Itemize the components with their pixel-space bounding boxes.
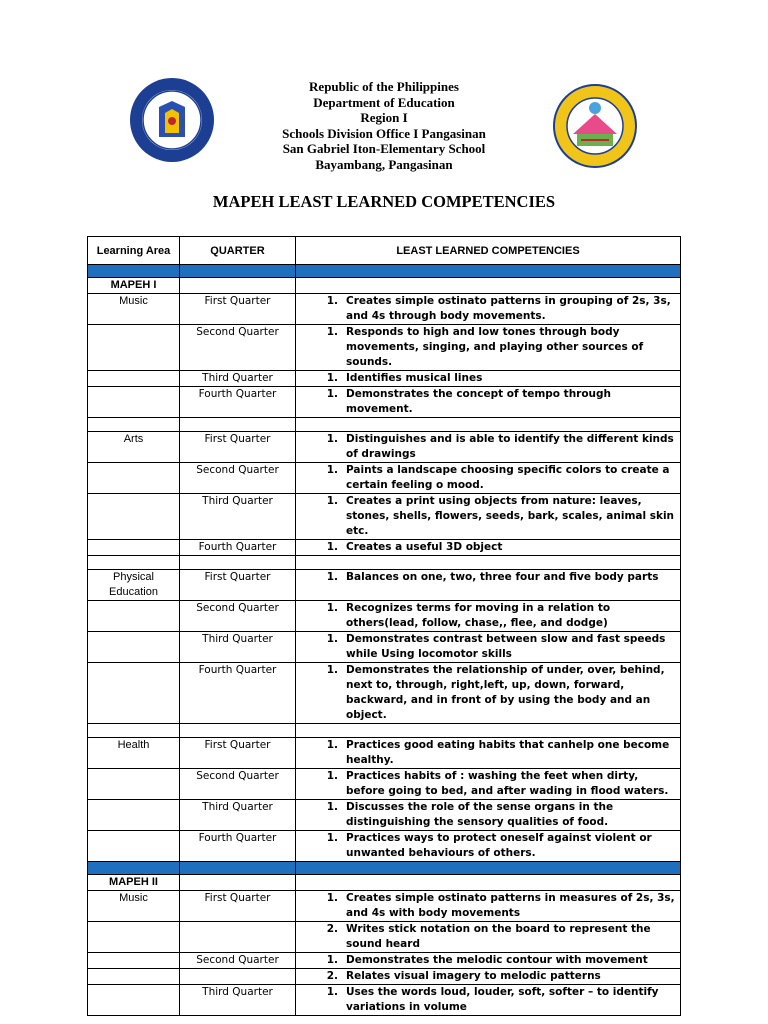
competency-cell bbox=[296, 463, 681, 494]
quarter-cell: First Quarter bbox=[180, 891, 296, 922]
competency-text: Balances on one, two, three four and five body parts bbox=[346, 571, 659, 583]
learning-area-cell bbox=[88, 540, 180, 556]
empty-cell bbox=[88, 265, 180, 278]
empty-cell bbox=[180, 862, 296, 875]
competency-text: Demonstrates the concept of tempo through movement. bbox=[346, 388, 612, 415]
item-number: 1. bbox=[326, 388, 338, 400]
quarter-cell: Second Quarter bbox=[180, 953, 296, 969]
item-number: 1. bbox=[326, 954, 338, 966]
competency-cell bbox=[296, 632, 681, 663]
table-row bbox=[88, 663, 681, 724]
header-learning-area: Learning Area bbox=[88, 237, 180, 265]
spacer-row bbox=[88, 724, 681, 738]
quarter-cell: Third Quarter bbox=[180, 800, 296, 831]
quarter-cell: Fourth Quarter bbox=[180, 540, 296, 556]
empty-cell bbox=[180, 556, 296, 570]
learning-area-cell: Arts bbox=[88, 432, 180, 463]
competency-cell bbox=[296, 953, 681, 969]
quarter-cell: Third Quarter bbox=[180, 632, 296, 663]
empty-cell bbox=[296, 418, 681, 432]
deped-seal-logo bbox=[129, 77, 215, 163]
competency-text: Identifies musical lines bbox=[346, 372, 483, 384]
learning-area-cell bbox=[88, 632, 180, 663]
competency-text: Creates a print using objects from nature: leaves, stones, shells, flowers, seeds, bark, scales, animal skin etc. bbox=[346, 495, 675, 537]
competency-cell bbox=[296, 922, 681, 953]
section-band-row bbox=[88, 265, 681, 278]
item-number: 1. bbox=[326, 892, 338, 904]
item-number: 1. bbox=[326, 541, 338, 553]
quarter-cell: Fourth Quarter bbox=[180, 663, 296, 724]
learning-area-cell: MAPEH I bbox=[88, 278, 180, 294]
division-office-seal-logo bbox=[553, 84, 637, 168]
letterhead-line: San Gabriel Iton-Elementary School bbox=[282, 141, 486, 157]
competency-cell bbox=[296, 891, 681, 922]
table-row bbox=[88, 371, 681, 387]
learning-area-cell bbox=[88, 371, 180, 387]
learning-area-cell bbox=[88, 663, 180, 724]
empty-cell bbox=[88, 862, 180, 875]
header-quarter: QUARTER bbox=[180, 237, 296, 265]
table-row bbox=[88, 922, 681, 953]
table-row bbox=[88, 570, 681, 601]
competency-cell bbox=[296, 738, 681, 769]
quarter-cell: First Quarter bbox=[180, 570, 296, 601]
competency-text: Creates simple ostinato patterns in grouping of 2s, 3s, and 4s through body movements. bbox=[346, 295, 671, 322]
quarter-cell: Second Quarter bbox=[180, 601, 296, 632]
learning-area-cell: Music bbox=[88, 294, 180, 325]
competency-cell bbox=[296, 985, 681, 1016]
competency-cell bbox=[296, 769, 681, 800]
item-number: 1. bbox=[326, 986, 338, 998]
competency-cell bbox=[296, 831, 681, 862]
learning-area-cell: Music bbox=[88, 891, 180, 922]
quarter-cell bbox=[180, 875, 296, 891]
empty-cell bbox=[88, 556, 180, 570]
competency-text: Demonstrates contrast between slow and fast speeds while Using locomotor skills bbox=[346, 633, 666, 660]
letterhead-line: Region I bbox=[360, 110, 408, 126]
competencies-table bbox=[87, 236, 681, 1016]
learning-area-cell bbox=[88, 601, 180, 632]
item-number: 1. bbox=[326, 770, 338, 782]
competency-text: Practices good eating habits that canhelp one become healthy. bbox=[346, 739, 670, 766]
learning-area-cell: Health bbox=[88, 738, 180, 769]
competency-cell bbox=[296, 432, 681, 463]
table-row bbox=[88, 632, 681, 663]
empty-cell bbox=[180, 418, 296, 432]
learning-area-cell bbox=[88, 494, 180, 540]
empty-cell bbox=[180, 724, 296, 738]
competency-text: Practices ways to protect oneself against violent or unwanted behaviours of others. bbox=[346, 832, 652, 859]
table-row bbox=[88, 432, 681, 463]
competency-text: Demonstrates the relationship of under, over, behind, next to, through, right,left, up, down, forward, backward, and in front of by using the body and an object. bbox=[346, 664, 665, 721]
competency-text: Relates visual imagery to melodic patterns bbox=[346, 970, 601, 982]
item-number: 1. bbox=[326, 832, 338, 844]
spacer-row bbox=[88, 556, 681, 570]
item-number: 1. bbox=[326, 571, 338, 583]
item-number: 1. bbox=[326, 664, 338, 676]
quarter-cell bbox=[180, 278, 296, 294]
quarter-cell: First Quarter bbox=[180, 738, 296, 769]
item-number: 1. bbox=[326, 433, 338, 445]
table-row bbox=[88, 891, 681, 922]
competency-text: Practices habits of : washing the feet when dirty, before going to bed, and after wading in flood waters. bbox=[346, 770, 669, 797]
learning-area-cell bbox=[88, 969, 180, 985]
item-number: 2. bbox=[326, 923, 338, 935]
quarter-cell: First Quarter bbox=[180, 432, 296, 463]
competency-text: Responds to high and low tones through body movements, singing, and playing other sources of sounds. bbox=[346, 326, 644, 368]
competency-text: Paints a landscape choosing specific colors to create a certain feeling o mood. bbox=[346, 464, 670, 491]
table-row bbox=[88, 325, 681, 371]
learning-area-cell: MAPEH II bbox=[88, 875, 180, 891]
empty-cell bbox=[296, 724, 681, 738]
quarter-cell: Second Quarter bbox=[180, 325, 296, 371]
competency-cell bbox=[296, 570, 681, 601]
learning-area-cell bbox=[88, 387, 180, 418]
item-number: 1. bbox=[326, 801, 338, 813]
document-title: MAPEH LEAST LEARNED COMPETENCIES bbox=[212, 192, 556, 211]
table-row bbox=[88, 738, 681, 769]
letterhead-line: Department of Education bbox=[313, 94, 455, 110]
table-row bbox=[88, 769, 681, 800]
learning-area-cell bbox=[88, 831, 180, 862]
learning-area-cell bbox=[88, 325, 180, 371]
table-row bbox=[88, 831, 681, 862]
learning-area-cell bbox=[88, 800, 180, 831]
learning-area-cell: Physical Education bbox=[88, 570, 180, 601]
table-row bbox=[88, 387, 681, 418]
item-number: 1. bbox=[326, 495, 338, 507]
competency-cell bbox=[296, 278, 681, 294]
item-number: 1. bbox=[326, 295, 338, 307]
competency-cell bbox=[296, 969, 681, 985]
competency-text: Distinguishes and is able to identify the different kinds of drawings bbox=[346, 433, 674, 460]
learning-area-cell bbox=[88, 463, 180, 494]
item-number: 1. bbox=[326, 326, 338, 338]
item-number: 1. bbox=[326, 464, 338, 476]
letterhead-line: Schools Division Office I Pangasinan bbox=[282, 125, 486, 141]
competency-text: Writes stick notation on the board to represent the sound heard bbox=[346, 923, 651, 950]
item-number: 1. bbox=[326, 739, 338, 751]
competency-text: Creates a useful 3D object bbox=[346, 541, 503, 553]
competency-text: Demonstrates the melodic contour with movement bbox=[346, 954, 648, 966]
empty-cell bbox=[88, 724, 180, 738]
spacer-row bbox=[88, 418, 681, 432]
competency-text: Recognizes terms for moving in a relation to others(lead, follow, chase,, flee, and dodge) bbox=[346, 602, 611, 629]
table-row bbox=[88, 601, 681, 632]
competency-cell bbox=[296, 494, 681, 540]
quarter-cell: Second Quarter bbox=[180, 769, 296, 800]
competency-text: Creates simple ostinato patterns in measures of 2s, 3s, and 4s with body movements bbox=[346, 892, 675, 919]
learning-area-cell bbox=[88, 953, 180, 969]
quarter-cell: Third Quarter bbox=[180, 371, 296, 387]
competency-text: Uses the words loud, louder, soft, softer – to identify variations in volume bbox=[346, 986, 659, 1013]
competency-cell bbox=[296, 371, 681, 387]
empty-cell bbox=[296, 556, 681, 570]
table-row bbox=[88, 294, 681, 325]
table-row bbox=[88, 800, 681, 831]
table-row bbox=[88, 463, 681, 494]
competency-cell bbox=[296, 325, 681, 371]
competency-cell bbox=[296, 875, 681, 891]
table-row bbox=[88, 969, 681, 985]
competency-cell bbox=[296, 663, 681, 724]
learning-area-cell bbox=[88, 985, 180, 1016]
empty-cell bbox=[296, 265, 681, 278]
competency-cell bbox=[296, 540, 681, 556]
section-band-row bbox=[88, 862, 681, 875]
table-row bbox=[88, 494, 681, 540]
header-competencies: LEAST LEARNED COMPETENCIES bbox=[296, 237, 681, 265]
table-row bbox=[88, 875, 681, 891]
learning-area-cell bbox=[88, 922, 180, 953]
table-row bbox=[88, 540, 681, 556]
table-header-row bbox=[88, 237, 681, 265]
quarter-cell bbox=[180, 922, 296, 953]
competency-cell bbox=[296, 294, 681, 325]
quarter-cell: First Quarter bbox=[180, 294, 296, 325]
quarter-cell: Third Quarter bbox=[180, 985, 296, 1016]
competency-cell bbox=[296, 800, 681, 831]
quarter-cell: Second Quarter bbox=[180, 463, 296, 494]
quarter-cell bbox=[180, 969, 296, 985]
quarter-cell: Third Quarter bbox=[180, 494, 296, 540]
item-number: 2. bbox=[326, 970, 338, 982]
learning-area-cell bbox=[88, 769, 180, 800]
competency-text: Discusses the role of the sense organs in the distinguishing the sensory qualities of food. bbox=[346, 801, 614, 828]
letterhead-line: Republic of the Philippines bbox=[309, 79, 459, 94]
table-row bbox=[88, 985, 681, 1016]
letterhead bbox=[0, 79, 768, 173]
competency-cell bbox=[296, 387, 681, 418]
quarter-cell: Fourth Quarter bbox=[180, 387, 296, 418]
letterhead-line: Bayambang, Pangasinan bbox=[315, 156, 453, 172]
empty-cell bbox=[296, 862, 681, 875]
empty-cell bbox=[180, 265, 296, 278]
item-number: 1. bbox=[326, 602, 338, 614]
empty-cell bbox=[88, 418, 180, 432]
table-row bbox=[88, 278, 681, 294]
quarter-cell: Fourth Quarter bbox=[180, 831, 296, 862]
competency-cell bbox=[296, 601, 681, 632]
table-row bbox=[88, 953, 681, 969]
item-number: 1. bbox=[326, 633, 338, 645]
item-number: 1. bbox=[326, 372, 338, 384]
